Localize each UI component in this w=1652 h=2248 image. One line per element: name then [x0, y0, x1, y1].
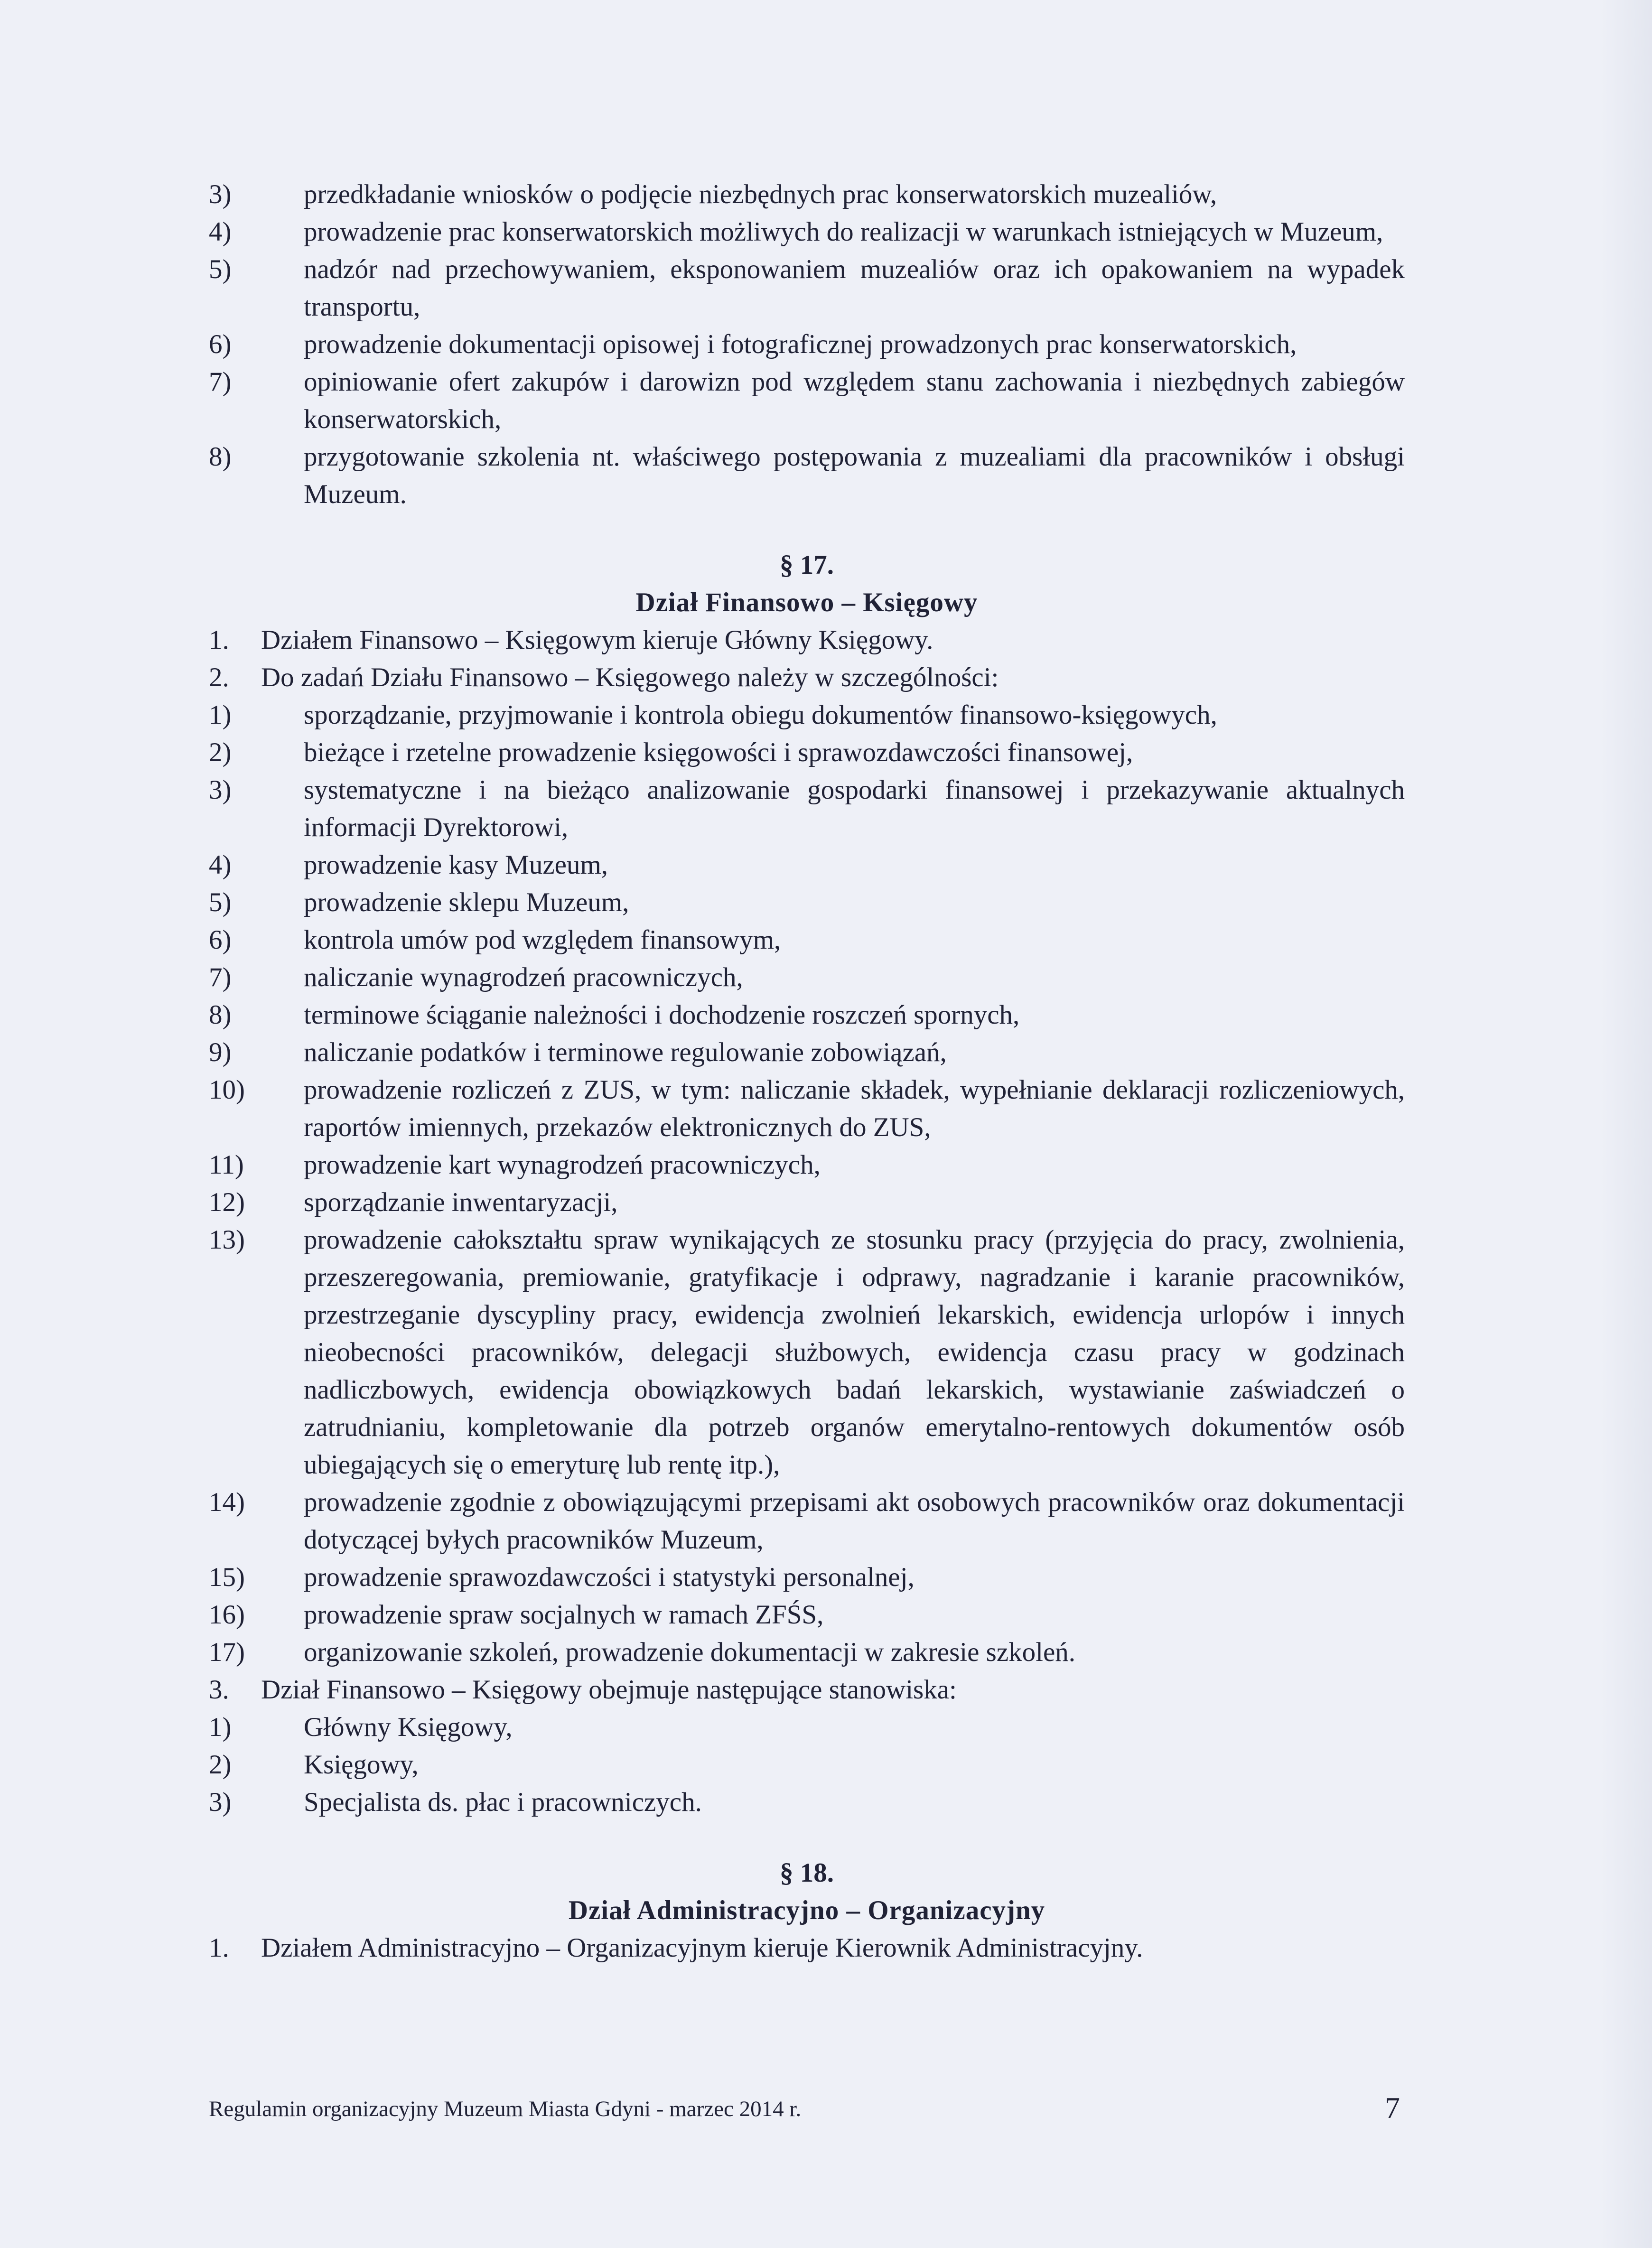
section-17-positions-list — [209, 1708, 1405, 1821]
list-item: 9) naliczanie podatków i terminowe regulowanie zobowiązań, — [209, 1037, 947, 1067]
list-item: 7) opiniowanie ofert zakupów i darowizn pod względem stanu zachowania i niezbędnych zabiegów konserwatorskich, — [209, 367, 1405, 434]
list-item: 6) kontrola umów pod względem finansowym, — [209, 925, 781, 955]
list-item: 8) przygotowanie szkolenia nt. właściwego postępowania z muzealiami dla pracowników i obsługi Muzeum. — [209, 442, 1405, 509]
section-17-task-list — [209, 696, 1405, 1671]
list-item: 3) systematyczne i na bieżąco analizowanie gospodarki finansowej i przekazywanie aktualnych informacji Dyrektorowi, — [209, 775, 1405, 842]
section-17-title: Dział Finansowo – Księgowy — [635, 588, 978, 617]
list-item: 1) Główny Księgowy, — [209, 1712, 513, 1742]
list-item: 8) terminowe ściąganie należności i dochodzenie roszczeń spornych, — [209, 1000, 1020, 1030]
page-edge — [1600, 0, 1652, 2248]
list-item: 15) prowadzenie sprawozdawczości i statystyki personalnej, — [209, 1562, 915, 1592]
list-item: 17) organizowanie szkoleń, prowadzenie dokumentacji w zakresie szkoleń. — [209, 1637, 1076, 1667]
list-item: 1) sporządzanie, przyjmowanie i kontrola obiegu dokumentów finansowo-księgowych, — [209, 700, 1217, 730]
list-item: 5) nadzór nad przechowywaniem, eksponowaniem muzealiów oraz ich opakowaniem na wypadek transportu, — [209, 254, 1405, 322]
section-18-point-1: 1. Działem Administracyjno – Organizacyjnym kieruje Kierownik Administracyjny. — [209, 1933, 1143, 1963]
section-16-list — [209, 176, 1405, 513]
list-item: 3) przedkładanie wniosków o podjęcie niezbędnych prac konserwatorskich muzealiów, — [209, 179, 1217, 209]
paragraph-18-sign: § 18. — [780, 1858, 834, 1888]
list-item: 4) prowadzenie prac konserwatorskich możliwych do realizacji w warunkach istniejących w Muzeum, — [209, 217, 1383, 247]
footer-text: Regulamin organizacyjny Muzeum Miasta Gdyni - marzec 2014 r. — [209, 2097, 802, 2121]
section-18-title: Dział Administracyjno – Organizacyjny — [568, 1895, 1045, 1925]
document-body — [209, 176, 1405, 1967]
paragraph-17-sign: § 17. — [780, 550, 834, 580]
list-item: 16) prowadzenie spraw socjalnych w ramach ZFŚS, — [209, 1600, 824, 1630]
section-17-point-1: 1. Działem Finansowo – Księgowym kieruje Główny Księgowy. — [209, 625, 933, 655]
list-item: 3) Specjalista ds. płac i pracowniczych. — [209, 1787, 702, 1817]
page-number: 7 — [1385, 2091, 1400, 2125]
section-17-point-3: 3. Dział Finansowo – Księgowy obejmuje następujące stanowiska: — [209, 1675, 957, 1705]
list-item: 2) Księgowy, — [209, 1750, 419, 1780]
list-item: 10) prowadzenie rozliczeń z ZUS, w tym: naliczanie składek, wypełnianie deklaracji rozliczeniowych, raportów imiennych, przekazów elektronicznych do ZUS, — [209, 1075, 1405, 1142]
list-item: 7) naliczanie wynagrodzeń pracowniczych, — [209, 962, 743, 992]
list-item: 2) bieżące i rzetelne prowadzenie księgowości i sprawozdawczości finansowej, — [209, 737, 1133, 767]
list-item: 5) prowadzenie sklepu Muzeum, — [209, 887, 629, 917]
list-item: 14) prowadzenie zgodnie z obowiązującymi przepisami akt osobowych pracowników oraz dokumentacji dotyczącej byłych pracowników Muzeum, — [209, 1487, 1405, 1555]
list-item: 12) sporządzanie inwentaryzacji, — [209, 1187, 618, 1217]
list-item: 4) prowadzenie kasy Muzeum, — [209, 850, 608, 880]
list-item: 6) prowadzenie dokumentacji opisowej i fotograficznej prowadzonych prac konserwatorskich, — [209, 329, 1297, 359]
section-17-point-2: 2. Do zadań Działu Finansowo – Księgowego należy w szczególności: — [209, 662, 999, 692]
list-item: 13) prowadzenie całokształtu spraw wynikających ze stosunku pracy (przyjęcia do pracy, zwolnienia, przeszeregowania, premiowanie, gratyfikacje i odprawy, nagradzanie i karanie pracowników, przestrzeganie dyscypliny pracy, ewidencja zwolnień lekarskich, ewidencja urlopów i innych nieobecności pracowników, delegacji służbowych, ewidencja czasu pracy w godzinach nadliczbowych, ewidencja obowiązkowych badań lekarskich, wystawianie zaświadczeń o zatrudnianiu, kompletowanie dla potrzeb organów emerytalno-rentowych dokumentów osób ubiegających się o emeryturę lub rentę itp.), — [209, 1225, 1405, 1480]
list-item: 11) prowadzenie kart wynagrodzeń pracowniczych, — [209, 1150, 821, 1180]
